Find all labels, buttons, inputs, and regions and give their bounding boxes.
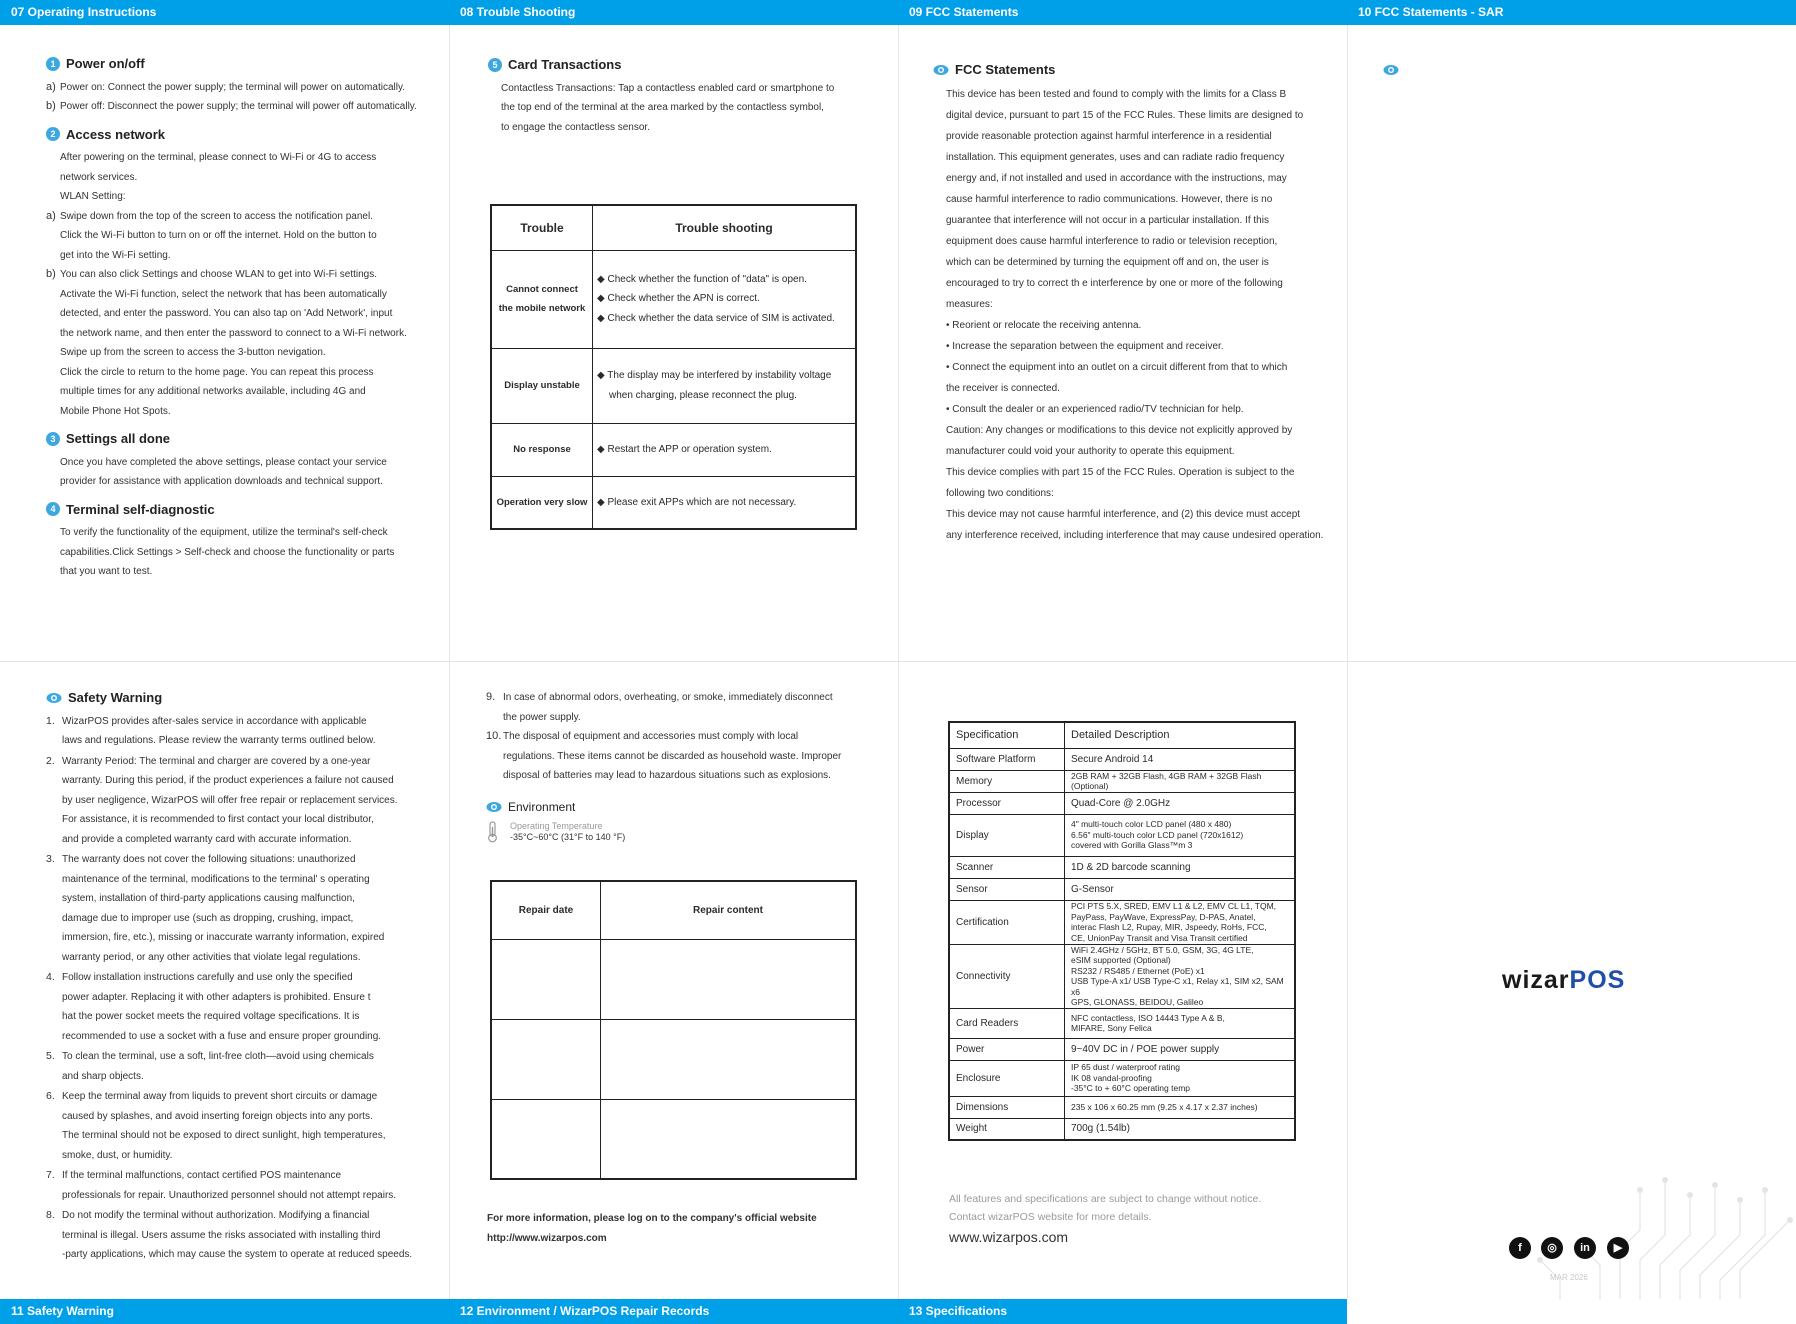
list-text: -party applications, which may cause the system to operate at reduced speeds. (62, 1249, 413, 1260)
fcc-line: • Reorient or relocate the receiving antenna. (946, 320, 1142, 331)
card-transactions (488, 55, 868, 137)
fcc-body (933, 84, 1333, 546)
list-item (46, 968, 426, 1046)
spec-key: Display (949, 814, 1065, 856)
list-text: immersion, fire, etc.), missing or inaccurate warranty information, expired (62, 932, 385, 943)
table-row (949, 944, 1295, 1008)
eye-icon (486, 799, 502, 815)
repair-records-table (490, 880, 857, 1180)
page-label-10: 10 FCC Statements - SAR (1358, 5, 1504, 19)
list-text: by user negligence, WizarPOS will offer free repair or replacement services. (62, 794, 398, 806)
repair-date-cell[interactable] (491, 1099, 601, 1179)
list-item (46, 712, 426, 751)
step-2-icon: 2 (46, 127, 60, 141)
spec-key: Memory (949, 770, 1065, 792)
paragraph: Power off: Disconnect the power supply; the terminal will power off automatically. (60, 101, 417, 112)
repair-content-cell[interactable] (601, 1099, 857, 1179)
list-text: caused by splashes, and avoid inserting foreign objects into any ports. (62, 1110, 373, 1122)
table-row (949, 792, 1295, 814)
spec-key: Dimensions (949, 1096, 1065, 1118)
eye-icon (933, 62, 949, 78)
spec-key: Processor (949, 792, 1065, 814)
list-text: warranty period, or any other activities that violate legal regulations. (62, 951, 361, 963)
list-number: 2. (46, 754, 55, 767)
temp-label: Operating Temperature (510, 821, 603, 831)
list-text: warranty. During this period, if the product experiences a failure not caused (62, 775, 394, 786)
list-text: maintenance of the terminal, modifications to the terminal' s operating (62, 873, 370, 885)
spec-value: Quad-Core @ 2.0GHz (1065, 792, 1296, 814)
list-number: 8. (46, 1209, 55, 1221)
list-text: The terminal should not be exposed to direct sunlight, high temperatures, (62, 1130, 386, 1141)
fcc-line: • Increase the separation between the equipment and receiver. (946, 341, 1224, 352)
fcc-line: This device has been tested and found to comply with the limits for a Class B (946, 89, 1287, 100)
spec-key: Software Platform (949, 748, 1065, 770)
fcc-line: This device may not cause harmful interference, and (2) this device must accept (946, 509, 1301, 520)
paragraph: capabilities.Click Settings > Self-check and choose the functionality or parts (60, 546, 395, 558)
fcc-line: cause harmful interference to radio communications. However, there is no (946, 194, 1273, 205)
page-label-13: 13 Specifications (909, 1304, 1008, 1318)
solution-cell: ◆ Please exit APPs which are not necessary. (593, 476, 857, 529)
paragraph: disposal of batteries may lead to hazardous situations such as explosions. (503, 770, 831, 781)
section-title: Power on/off (66, 56, 145, 71)
solution-cell: ◆ The display may be interfered by instability voltage when charging, please reconnect the plug. (593, 348, 857, 423)
section-title: Terminal self-diagnostic (66, 501, 215, 517)
paragraph: Swipe down from the top of the screen to access the notification panel. (60, 210, 373, 222)
thermometer-icon (486, 821, 500, 843)
paragraph: Once you have completed the above settings, please contact your service (60, 456, 387, 468)
paragraph: the network name, and then enter the password to connect to a Wi-Fi network. (60, 327, 407, 339)
paragraph: get into the Wi-Fi setting. (60, 249, 171, 261)
table-row (949, 1060, 1295, 1096)
paragraph: WLAN Setting: (60, 191, 126, 202)
trouble-cell: Display unstable (491, 348, 593, 423)
operating-instructions: 1 Power on/off a) Power on: Connect the power supply; the terminal will power on automatically. b) Power off: Disconnect the power supply; the terminal will power off automatically. 2 Access network After powering on the terminal, please connect to Wi-Fi or 4G to access network services. WLAN Setting: a) Swipe down from the top of the screen to access the notification panel. Click the Wi-Fi button to turn on or off the internet. Hold on the button to get into the Wi-Fi setting. b) You can also click Settings and choose WLAN to get into Wi-Fi settings. Activate the Wi-Fi function, select the network that has been automatically detected, and enter the password. You can also tap on 'Add Network', input the network name, and then enter the password to connect to a Wi-Fi network. Swipe up from the screen to access the 3-button nevigation. Click the circle to return to the home page. You can repeat this process multiple times for any additional networks available, including 4G and Mobile Phone Hot Spots. 3 Settings all done Once you have completed the above settings, please contact your service provider for assistance with application downloads and technical support. 4 Terminal self-diagnostic To verify the functionality of the equipment, utilize the terminal's self-check capabilities.Click Settings > Self-check and choose the functionality or parts that you want to test. (46, 54, 426, 582)
list-text: laws and regulations. Please review the warranty terms outlined below. (62, 735, 376, 746)
fcc-line: provide reasonable protection against harmful interference in a residential (946, 131, 1272, 142)
list-number: 7. (46, 1169, 55, 1181)
section-title: Settings all done (66, 431, 171, 446)
list-text: system, installation of third-party applications causing malfunction, (62, 893, 355, 904)
fcc-statements (933, 59, 1333, 546)
fcc-line: • Consult the dealer or an experienced radio/TV technician for help. (946, 404, 1244, 415)
table-header: Repair content (601, 881, 857, 939)
paragraph: to engage the contactless sensor. (501, 121, 650, 133)
list-item (46, 752, 426, 850)
list-item (46, 1087, 426, 1165)
spec-value: 700g (1.54lb) (1065, 1118, 1296, 1140)
spec-key: Sensor (949, 878, 1065, 900)
print-date: MAR 2026 (1550, 1273, 1588, 1282)
fcc-line: installation. This equipment generates, uses and can radiate radio frequency (946, 152, 1285, 163)
spec-value: NFC contactless, ISO 14443 Type A & B, MIFARE, Sony Felica (1065, 1008, 1296, 1038)
list-text: Follow installation instructions carefully and use only the specified (62, 972, 353, 983)
spec-value: Secure Android 14 (1065, 748, 1296, 770)
repair-date-cell[interactable] (491, 1019, 601, 1099)
paragraph: that you want to test. (60, 566, 153, 577)
repair-content-cell[interactable] (601, 1019, 857, 1099)
table-row (949, 1038, 1295, 1060)
spec-value: IP 65 dust / waterproof rating IK 08 vandal-proofing -35°C to + 60°C operating temp (1065, 1060, 1296, 1096)
list-item (46, 850, 426, 967)
eye-icon (46, 690, 62, 706)
paragraph: In case of abnormal odors, overheating, or smoke, immediately disconnect (503, 692, 833, 703)
page-divider (1347, 25, 1348, 1299)
spec-notes (949, 1190, 1309, 1246)
table-row (949, 1096, 1295, 1118)
spec-value: G-Sensor (1065, 878, 1296, 900)
table-header: Detailed Description (1065, 722, 1296, 748)
list-number: 5. (46, 1050, 55, 1062)
spec-key: Connectivity (949, 944, 1065, 1008)
list-text: Warranty Period: The terminal and charger are covered by a one-year (62, 755, 371, 767)
instagram-icon[interactable]: ◎ (1541, 1237, 1563, 1259)
list-text: and provide a completed warranty card with accurate information. (62, 833, 352, 845)
fcc-line: Caution: Any changes or modifications to this device not explicitly approved by (946, 425, 1293, 436)
table-row (949, 1008, 1295, 1038)
page-label-11: 11 Safety Warning (11, 1304, 114, 1318)
page-label-07: 07 Operating Instructions (11, 5, 157, 19)
website-link[interactable]: http://www.wizarpos.com (487, 1232, 607, 1244)
fcc-line: This device complies with part 15 of the FCC Rules. Operation is subject to the (946, 467, 1295, 478)
facebook-icon[interactable]: f (1509, 1237, 1531, 1259)
list-text: recommended to use a socket with a fuse and ensure proper grounding. (62, 1030, 382, 1042)
list-text: The warranty does not cover the following situations: unauthorized (62, 854, 356, 865)
paragraph: network services. (60, 171, 138, 183)
paragraph: Power on: Connect the power supply; the terminal will power on automatically. (60, 81, 405, 93)
list-text: and sharp objects. (62, 1070, 144, 1082)
spec-key: Scanner (949, 856, 1065, 878)
paragraph: multiple times for any additional networks available, including 4G and (60, 386, 366, 397)
fcc-line: the receiver is connected. (946, 383, 1060, 394)
spec-key: Enclosure (949, 1060, 1065, 1096)
spec-value: PCI PTS 5.X, SRED, EMV L1 & L2, EMV CL L1, TQM, PayPass, PayWave, ExpressPay, D-PAS, Anatel, interac Flash L2, Rupay, MIR, Jspeedy, RoHs, FCC, CE, UnionPay Transit and Visa Transit certified (1065, 900, 1296, 944)
paragraph: Mobile Phone Hot Spots. (60, 405, 171, 417)
fcc-line: digital device, pursuant to part 15 of the FCC Rules. These limits are designed to (946, 110, 1304, 121)
spec-key: Weight (949, 1118, 1065, 1140)
list-number: 6. (46, 1090, 55, 1102)
specification-table (948, 721, 1296, 1141)
spec-value: WiFi 2.4GHz / 5GHz, BT 5.0, GSM, 3G, 4G LTE, eSIM supported (Optional) RS232 / RS485 / Ethernet (PoE) x1 USB Type-A x1/ USB Type-C x1, Relay x1, SIM x2, SAM x6 GPS, GLONASS, BEIDOU, Galileo (1065, 944, 1296, 1008)
solution-cell: ◆ Restart the APP or operation system. (593, 423, 857, 476)
fcc-line: any interference received, including interference that may cause undesired operation. (946, 530, 1324, 541)
trouble-table (490, 204, 857, 530)
trouble-cell: No response (491, 423, 593, 476)
paragraph: provider for assistance with application downloads and technical support. (60, 476, 383, 487)
step-3-icon: 3 (46, 432, 60, 446)
paragraph: Click the circle to return to the home page. You can repeat this process (60, 366, 374, 378)
repair-content-cell[interactable] (601, 939, 857, 1019)
paragraph: the power supply. (503, 711, 581, 723)
repair-date-cell[interactable] (491, 939, 601, 1019)
table-row (949, 878, 1295, 900)
table-row (949, 900, 1295, 944)
note: Contact wizarPOS website for more details. (949, 1211, 1152, 1223)
table-row (949, 856, 1295, 878)
spec-key: Certification (949, 900, 1065, 944)
solution-cell: ◆ Check whether the function of "data" is open. ◆ Check whether the APN is correct. ◆ Check whether the data service of SIM is activated. (593, 250, 857, 348)
table-row (949, 770, 1295, 792)
spec-value: 2GB RAM + 32GB Flash, 4GB RAM + 32GB Flash (Optional) (1065, 770, 1296, 792)
spec-value: 235 x 106 x 60.25 mm (9.25 x 4.17 x 2.37 inches) (1065, 1096, 1296, 1118)
fold-divider (0, 661, 1796, 662)
spec-value: 1D & 2D barcode scanning (1065, 856, 1296, 878)
table-row (949, 748, 1295, 770)
note: All features and specifications are subject to change without notice. (949, 1193, 1262, 1205)
paragraph: detected, and enter the password. You can also tap on 'Add Network', input (60, 308, 393, 319)
list-text: If the terminal malfunctions, contact certified POS maintenance (62, 1170, 342, 1181)
list-text: terminal is illegal. Users assume the risks associated with installing third (62, 1229, 381, 1241)
safety-list (46, 712, 426, 1265)
list-number: 3. (46, 853, 55, 865)
section-title: Access network (66, 126, 165, 142)
list-item (46, 1047, 426, 1086)
list-text: power adapter. Replacing it with other adapters is prohibited. Ensure t (62, 991, 371, 1003)
step-4-icon: 4 (46, 502, 60, 516)
page-divider (449, 25, 450, 1299)
table-row (949, 1118, 1295, 1140)
list-item (46, 1206, 426, 1265)
spec-key: Power (949, 1038, 1065, 1060)
more-info-text: For more information, please log on to the company's official website (487, 1213, 817, 1224)
table-header: Specification (949, 722, 1065, 748)
spec-key: Card Readers (949, 1008, 1065, 1038)
paragraph: regulations. These items cannot be discarded as household waste. Improper (503, 750, 842, 762)
trouble-cell: Operation very slow (491, 476, 593, 529)
paragraph: To verify the functionality of the equipment, utilize the terminal's self-check (60, 527, 388, 538)
paragraph: Contactless Transactions: Tap a contactless enabled card or smartphone to (501, 82, 835, 94)
list-text: professionals for repair. Unauthorized personnel should not attempt repairs. (62, 1189, 397, 1201)
spec-value: 4" multi-touch color LCD panel (480 x 480) 6.56" multi-touch color LCD panel (720x1612) covered with Gorilla Glass™m 3 (1065, 814, 1296, 856)
fcc-line: equipment does cause harmful interference to radio or television reception, (946, 236, 1278, 247)
list-text: Do not modify the terminal without authorization. Modifying a financial (62, 1210, 370, 1221)
website-link[interactable]: www.wizarpos.com (949, 1229, 1069, 1245)
fcc-line: • Connect the equipment into an outlet on a circuit different from that to which (946, 362, 1288, 373)
page-divider (898, 25, 899, 1299)
paragraph: You can also click Settings and choose WLAN to get into Wi-Fi settings. (60, 269, 378, 280)
eye-icon (1383, 62, 1399, 78)
list-number: 4. (46, 971, 55, 983)
youtube-icon[interactable]: ▶ (1607, 1237, 1629, 1259)
paragraph: Click the Wi-Fi button to turn on or off the internet. Hold on the button to (60, 230, 377, 241)
section-title: Environment (508, 799, 576, 814)
sar-page (1383, 62, 1683, 86)
section-title: Card Transactions (508, 57, 622, 72)
safety-warning (46, 688, 426, 1266)
list-text: hat the power socket meets the required voltage specifications. It is (62, 1011, 360, 1022)
fcc-line: encouraged to try to correct th e interference by one or more of the following (946, 278, 1283, 289)
circuit-decoration (1500, 1170, 1796, 1299)
fcc-line: which can be determined by turning the equipment off and on, the user is (946, 257, 1269, 268)
list-text: WizarPOS provides after-sales service in accordance with applicable (62, 715, 367, 727)
page-label-12: 12 Environment / WizarPOS Repair Records (460, 1304, 710, 1318)
table-header: Repair date (491, 881, 601, 939)
page-label-08: 08 Trouble Shooting (460, 5, 576, 19)
step-5-icon: 5 (488, 58, 502, 72)
temp-value: -35°C~60°C (31°F to 140 °F) (510, 832, 626, 842)
top-header-bar (0, 0, 1796, 25)
fcc-line: energy and, if not installed and used in accordance with the instructions, may (946, 173, 1287, 184)
paragraph: After powering on the terminal, please connect to Wi-Fi or 4G to access (60, 152, 377, 163)
fcc-line: guarantee that interference will not occur in a particular installation. If this (946, 215, 1269, 226)
list-text: damage due to improper use (such as dropping, crushing, impact, (62, 912, 354, 924)
trouble-cell: Cannot connect the mobile network (491, 250, 593, 348)
fcc-line: following two conditions: (946, 488, 1054, 499)
paragraph: the top end of the terminal at the area marked by the contactless symbol, (501, 102, 824, 113)
step-1-icon: 1 (46, 57, 60, 71)
page-label-09: 09 FCC Statements (909, 5, 1019, 19)
paragraph: Activate the Wi-Fi function, select the network that has been automatically (60, 288, 387, 300)
table-row (949, 814, 1295, 856)
table-header: Trouble (491, 205, 593, 250)
list-number: 1. (46, 714, 55, 727)
linkedin-icon[interactable]: in (1574, 1237, 1596, 1259)
paragraph: The disposal of equipment and accessories must comply with local (503, 731, 799, 742)
list-text: For assistance, it is recommended to first contact your local distributor, (62, 814, 374, 825)
list-item (46, 1166, 426, 1205)
list-text: To clean the terminal, use a soft, lint-free cloth—avoid using chemicals (62, 1051, 374, 1062)
wizarpos-logo: wizarPOS (1502, 966, 1626, 994)
list-text: Keep the terminal away from liquids to prevent short circuits or damage (62, 1091, 378, 1102)
section-title: FCC Statements (955, 62, 1056, 77)
fcc-line: measures: (946, 299, 993, 310)
section-title: Safety Warning (68, 690, 163, 705)
paragraph: Swipe up from the screen to access the 3-button nevigation. (60, 347, 326, 358)
list-text: smoke, dust, or humidity. (62, 1149, 173, 1161)
spec-value: 9~40V DC in / POE power supply (1065, 1038, 1296, 1060)
more-info (487, 1209, 867, 1248)
table-header: Trouble shooting (593, 205, 857, 250)
environment-page: 9. In case of abnormal odors, overheating, or smoke, immediately disconnect the power supply. 10. The disposal of equipment and accessories must comply with local regulations. These items cannot be discarded as household waste. Improper disposal of batteries may lead to hazardous situations such as explosions. Environment Operating Temperature -35°C~60°C (31°F to 140 °F) (486, 688, 866, 843)
bottom-footer-bar (0, 1299, 1347, 1324)
fcc-line: manufacturer could void your authority to operate this equipment. (946, 446, 1235, 457)
